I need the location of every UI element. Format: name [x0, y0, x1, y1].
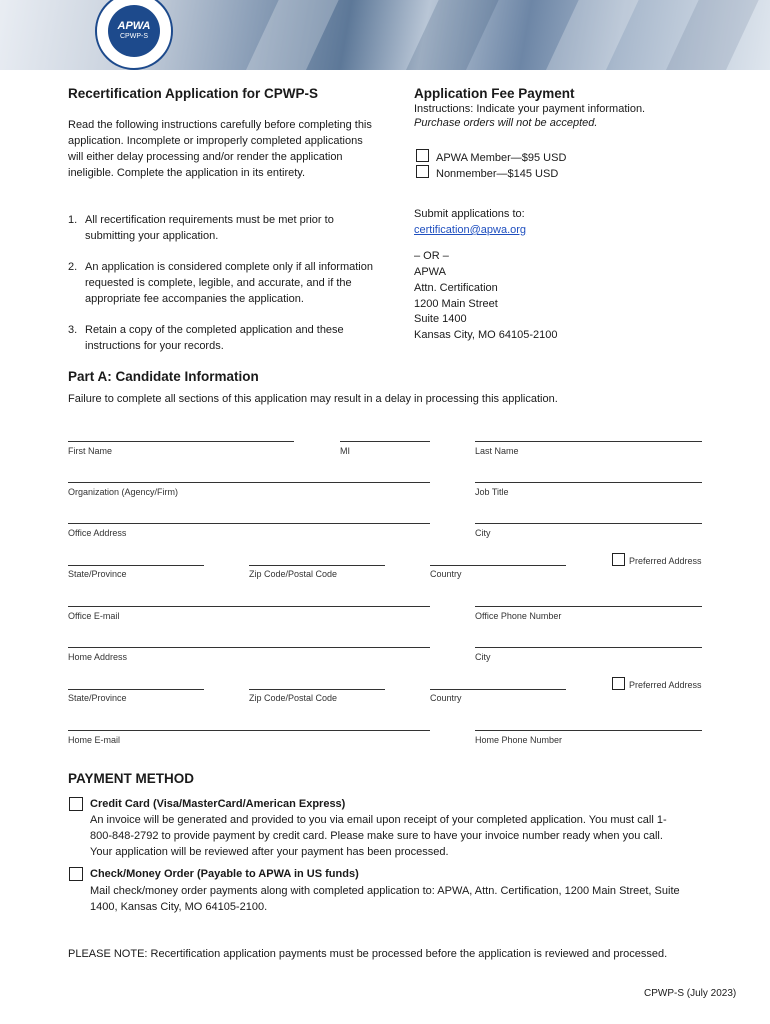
seal-subtext: CPWP-S — [120, 33, 148, 40]
office-address-field[interactable] — [68, 523, 430, 524]
address-line-1: APWA — [414, 266, 446, 278]
nonmember-label: Nonmember—$145 USD — [436, 168, 559, 180]
check-money-order-text-2: 1400, Kansas City, MO 64105-2100. — [90, 901, 268, 913]
state-label-2: State/Province — [68, 693, 127, 703]
office-email-label: Office E-mail — [68, 611, 120, 621]
fee-note: Purchase orders will not be accepted. — [414, 117, 598, 129]
page-title: Recertification Application for CPWP-S — [68, 86, 319, 101]
address-line-4: Suite 1400 — [414, 313, 467, 325]
zip-label-2: Zip Code/Postal Code — [249, 693, 338, 703]
state-field-1[interactable] — [68, 565, 204, 566]
item-text: An application is considered complete only if all information requested is complete, legible, and accurate, and if the appropriate fee accompanies the application. — [85, 261, 373, 305]
mi-label: MI — [340, 446, 350, 456]
preferred-address-label-2: Preferred Address — [629, 680, 702, 690]
country-label-2: Country — [430, 693, 462, 703]
home-email-field[interactable] — [68, 730, 430, 731]
city-label-2: City — [475, 652, 491, 662]
item-number: 2. — [68, 261, 78, 273]
organization-field[interactable] — [68, 482, 430, 483]
state-label-1: State/Province — [68, 569, 127, 579]
home-phone-field[interactable] — [475, 730, 702, 731]
part-a-warning: Failure to complete all sections of this application may result in a delay in processing this application. — [68, 393, 558, 405]
first-name-field[interactable] — [68, 441, 294, 442]
credit-card-checkbox[interactable] — [69, 797, 83, 811]
office-phone-field[interactable] — [475, 606, 702, 607]
submit-label: Submit applications to: — [414, 208, 525, 220]
last-name-field[interactable] — [475, 441, 702, 442]
credit-card-title: Credit Card (Visa/MasterCard/American Express) — [90, 798, 346, 810]
or-separator: – OR – — [414, 250, 449, 262]
preferred-address-checkbox-2[interactable] — [612, 677, 625, 690]
item-text: All recertification requirements must be met prior to submitting your application. — [85, 214, 334, 242]
intro-text: Read the following instructions carefully before completing this application. Incomplete or improperly completed applications will either delay processing and/or render the application ineligible. Complete the application in its entirety. — [68, 119, 372, 179]
home-phone-label: Home Phone Number — [475, 735, 563, 745]
home-address-label: Home Address — [68, 652, 128, 662]
email-link[interactable]: certification@apwa.org — [414, 224, 527, 236]
address-line-2: Attn. Certification — [414, 282, 498, 294]
check-money-order-title: Check/Money Order (Payable to APWA in US funds) — [90, 868, 359, 880]
address-line-3: 1200 Main Street — [414, 298, 498, 310]
item-number: 1. — [68, 214, 78, 226]
last-name-label: Last Name — [475, 446, 519, 456]
seal-text: APWA — [117, 20, 151, 32]
country-field-2[interactable] — [430, 689, 566, 690]
part-a-title: Part A: Candidate Information — [68, 369, 259, 384]
fee-title: Application Fee Payment — [414, 86, 575, 101]
item-text: Retain a copy of the completed application and these instructions for your records. — [85, 324, 344, 352]
home-email-label: Home E-mail — [68, 735, 121, 745]
nonmember-checkbox[interactable] — [416, 165, 429, 178]
check-money-order-text-1: Mail check/money order payments along with completed application to: APWA, Attn. Certification, 1200 Main Street, Suite — [90, 885, 680, 897]
address-line-5: Kansas City, MO 64105-2100 — [414, 329, 558, 341]
please-note: PLEASE NOTE: Recertification application payments must be processed before the application is reviewed and processed. — [68, 948, 668, 960]
member-label: APWA Member—$95 USD — [436, 152, 567, 164]
credit-card-text-2: 800-848-2792 to provide payment by credit card. Please make sure to have your invoice number ready when you call. — [90, 830, 663, 842]
organization-label: Organization (Agency/Firm) — [68, 487, 179, 497]
first-name-label: First Name — [68, 446, 113, 456]
member-checkbox[interactable] — [416, 149, 429, 162]
zip-field-1[interactable] — [249, 565, 385, 566]
city-field-2[interactable] — [475, 647, 702, 648]
office-phone-label: Office Phone Number — [475, 611, 562, 621]
preferred-address-checkbox-1[interactable] — [612, 553, 625, 566]
zip-field-2[interactable] — [249, 689, 385, 690]
job-title-label: Job Title — [475, 487, 509, 497]
home-address-field[interactable] — [68, 647, 430, 648]
job-title-field[interactable] — [475, 482, 702, 483]
fee-instructions: Instructions: Indicate your payment information. — [414, 103, 646, 115]
office-address-label: Office Address — [68, 528, 127, 538]
country-label-1: Country — [430, 569, 462, 579]
check-money-order-checkbox[interactable] — [69, 867, 83, 881]
payment-method-title: PAYMENT METHOD — [68, 771, 195, 786]
mi-field[interactable] — [340, 441, 430, 442]
credit-card-text-3: Your application will be reviewed after your payment has been processed. — [90, 846, 449, 858]
zip-label-1: Zip Code/Postal Code — [249, 569, 338, 579]
state-field-2[interactable] — [68, 689, 204, 690]
country-field-1[interactable] — [430, 565, 566, 566]
credit-card-text-1: An invoice will be generated and provided to you via email upon receipt of your completed application. You must call 1- — [90, 814, 667, 826]
footer-form-id: CPWP-S (July 2023) — [644, 988, 737, 999]
city-label-1: City — [475, 528, 491, 538]
item-number: 3. — [68, 324, 78, 336]
preferred-address-label-1: Preferred Address — [629, 556, 702, 566]
office-email-field[interactable] — [68, 606, 430, 607]
city-field-1[interactable] — [475, 523, 702, 524]
